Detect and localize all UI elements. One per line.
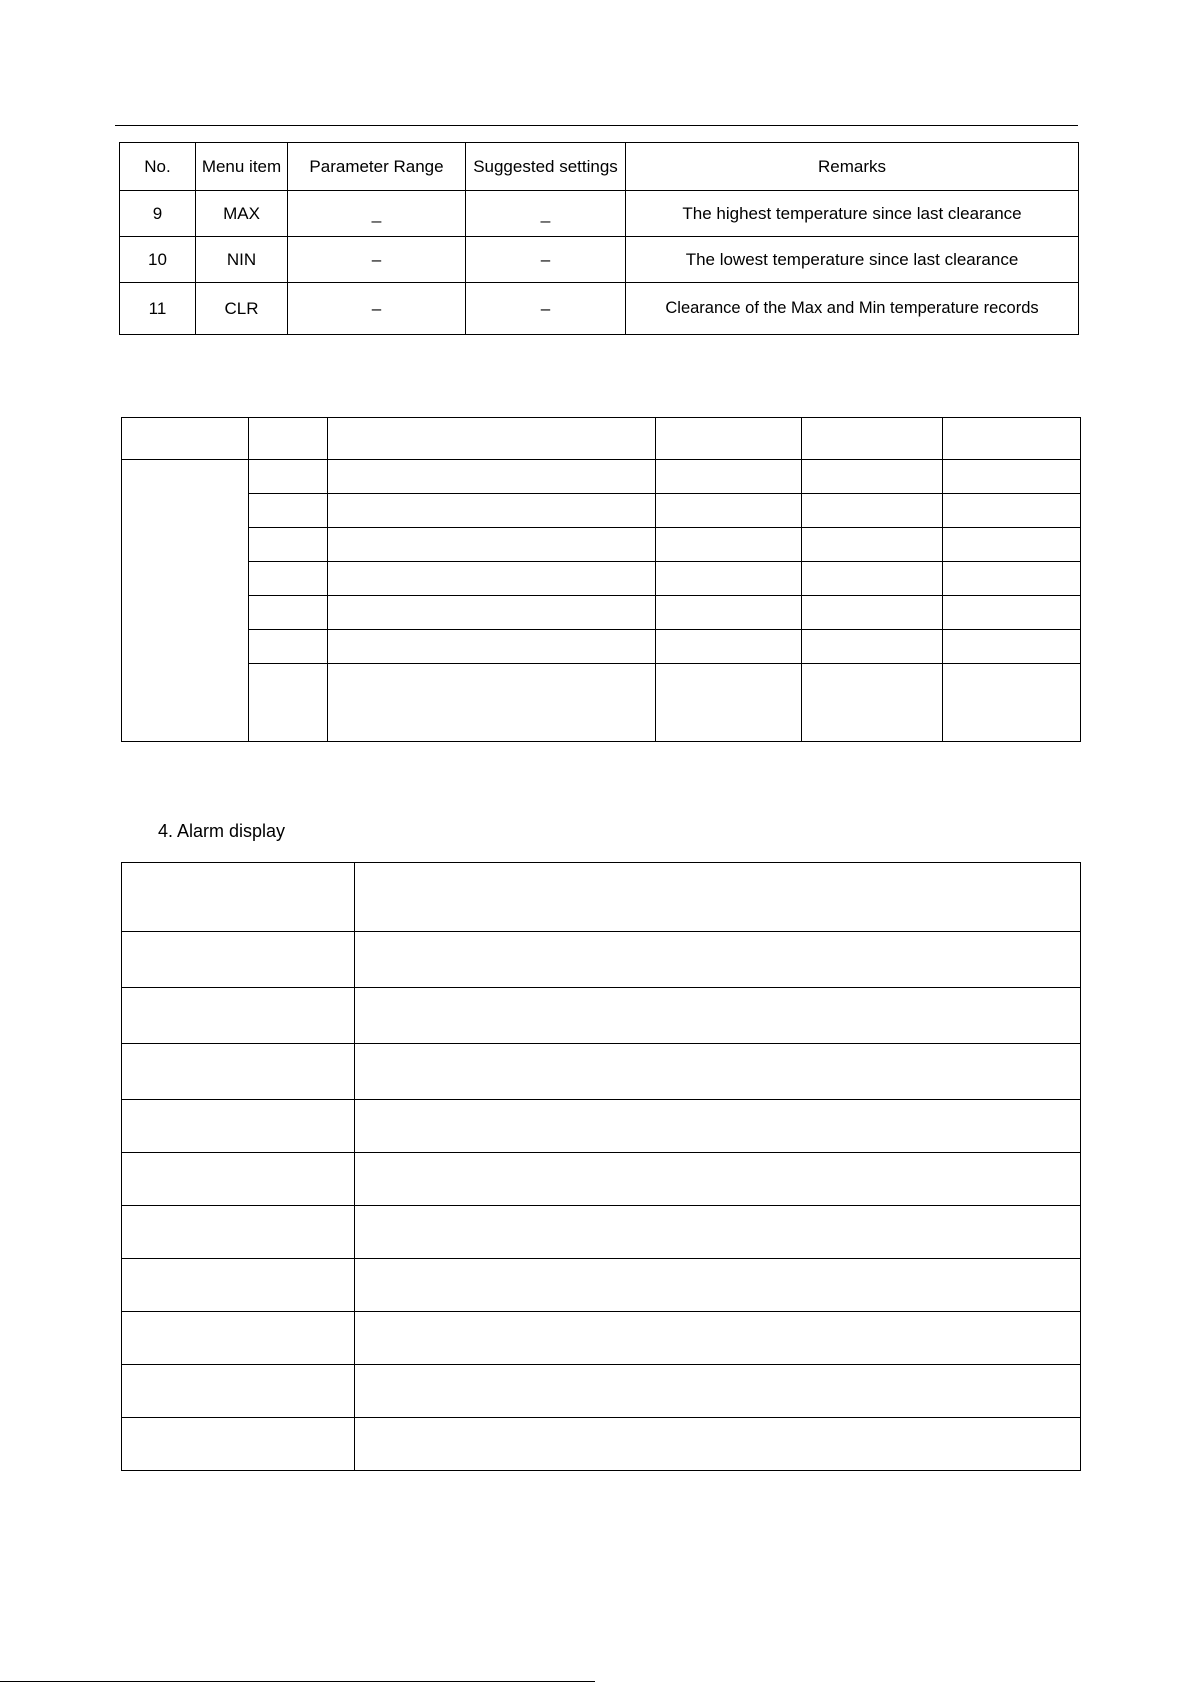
cell-menu-item: MAX — [196, 191, 288, 237]
menu-parameters-table — [119, 142, 1079, 335]
empty-cell — [656, 596, 802, 630]
empty-cell — [355, 1206, 1081, 1259]
empty-cell — [249, 630, 328, 664]
empty-cell — [328, 664, 656, 742]
empty-cell — [328, 596, 656, 630]
cell-suggested-settings: _ — [466, 191, 626, 237]
empty-cell — [943, 460, 1081, 494]
empty-cell — [355, 1153, 1081, 1206]
empty-cell — [122, 1418, 355, 1471]
empty-cell — [656, 460, 802, 494]
empty-cell — [355, 988, 1081, 1044]
empty-cell — [656, 528, 802, 562]
empty-cell — [355, 1365, 1081, 1418]
empty-cell — [355, 1312, 1081, 1365]
empty-cell — [122, 418, 249, 460]
empty-cell — [122, 1100, 355, 1153]
cell-remarks: The highest temperature since last clearance — [626, 191, 1079, 237]
empty-cell — [328, 630, 656, 664]
empty-cell — [943, 418, 1081, 460]
empty-cell — [122, 1312, 355, 1365]
empty-cell — [249, 596, 328, 630]
cell-parameter-range: – — [288, 283, 466, 335]
empty-cell — [122, 1206, 355, 1259]
header-rule — [115, 125, 1078, 126]
table-row — [120, 191, 1079, 237]
table-row — [122, 932, 1081, 988]
empty-cell — [355, 1044, 1081, 1100]
empty-cell — [656, 562, 802, 596]
alarm-display-heading: 4. Alarm display — [158, 821, 286, 841]
empty-cell — [355, 1100, 1081, 1153]
empty-cell — [355, 1259, 1081, 1312]
table-row — [120, 283, 1079, 335]
empty-cell — [943, 630, 1081, 664]
table-row — [122, 528, 1081, 562]
cell-remarks: Clearance of the Max and Min temperature records — [626, 283, 1079, 335]
table-row — [122, 1100, 1081, 1153]
empty-cell — [328, 494, 656, 528]
table-row — [122, 1206, 1081, 1259]
empty-cell — [249, 494, 328, 528]
table-row — [122, 460, 1081, 494]
empty-cell — [355, 932, 1081, 988]
empty-cell — [943, 562, 1081, 596]
table-row — [122, 1365, 1081, 1418]
table-row — [120, 237, 1079, 283]
empty-cell — [943, 664, 1081, 742]
empty-cell — [249, 664, 328, 742]
column-header-no: No. — [120, 143, 196, 191]
empty-cell — [943, 528, 1081, 562]
empty-cell — [122, 1259, 355, 1312]
table-row — [122, 1312, 1081, 1365]
table-header-row — [122, 863, 1081, 932]
empty-cell — [943, 494, 1081, 528]
empty-cell — [656, 418, 802, 460]
empty-cell — [802, 460, 943, 494]
empty-cell — [122, 1153, 355, 1206]
empty-cell — [802, 562, 943, 596]
empty-cell — [802, 596, 943, 630]
table-row — [122, 664, 1081, 742]
column-header-parameter-range: Parameter Range — [288, 143, 466, 191]
alarm-display-table — [121, 862, 1081, 1471]
empty-cell — [249, 460, 328, 494]
empty-cell — [656, 664, 802, 742]
table-header-row — [120, 143, 1079, 191]
merged-group-cell — [122, 460, 249, 742]
empty-cell — [122, 988, 355, 1044]
cell-parameter-range: _ — [288, 191, 466, 237]
cell-parameter-range: – — [288, 237, 466, 283]
empty-cell — [249, 528, 328, 562]
empty-cell — [122, 863, 355, 932]
table-row — [122, 988, 1081, 1044]
empty-cell — [122, 1365, 355, 1418]
cell-no: 11 — [120, 283, 196, 335]
empty-cell — [122, 932, 355, 988]
cell-menu-item: CLR — [196, 283, 288, 335]
empty-cell — [802, 494, 943, 528]
table-row — [122, 562, 1081, 596]
cell-no: 9 — [120, 191, 196, 237]
table-row — [122, 1044, 1081, 1100]
footer-rule — [0, 1681, 595, 1682]
empty-cell — [802, 664, 943, 742]
empty-cell — [656, 494, 802, 528]
column-header-suggested-settings: Suggested settings — [466, 143, 626, 191]
cell-suggested-settings: – — [466, 283, 626, 335]
empty-cell — [122, 1044, 355, 1100]
cell-suggested-settings: – — [466, 237, 626, 283]
table-header-row — [122, 418, 1081, 460]
table-row — [122, 1153, 1081, 1206]
empty-cell — [355, 863, 1081, 932]
cell-remarks: The lowest temperature since last clearance — [626, 237, 1079, 283]
table-row — [122, 494, 1081, 528]
column-header-remarks: Remarks — [626, 143, 1079, 191]
table-row — [122, 630, 1081, 664]
empty-cell — [249, 418, 328, 460]
empty-cell — [656, 630, 802, 664]
empty-cell — [328, 562, 656, 596]
empty-cell — [328, 418, 656, 460]
empty-cell — [802, 528, 943, 562]
empty-cell — [802, 630, 943, 664]
empty-cell — [249, 562, 328, 596]
column-header-menu-item: Menu item — [196, 143, 288, 191]
empty-cell — [355, 1418, 1081, 1471]
empty-cell — [328, 460, 656, 494]
table-row — [122, 596, 1081, 630]
empty-cell — [328, 528, 656, 562]
table-row — [122, 1418, 1081, 1471]
cell-no: 10 — [120, 237, 196, 283]
empty-cell — [802, 418, 943, 460]
empty-grid-table — [121, 417, 1081, 742]
cell-menu-item: NIN — [196, 237, 288, 283]
table-row — [122, 1259, 1081, 1312]
empty-cell — [943, 596, 1081, 630]
